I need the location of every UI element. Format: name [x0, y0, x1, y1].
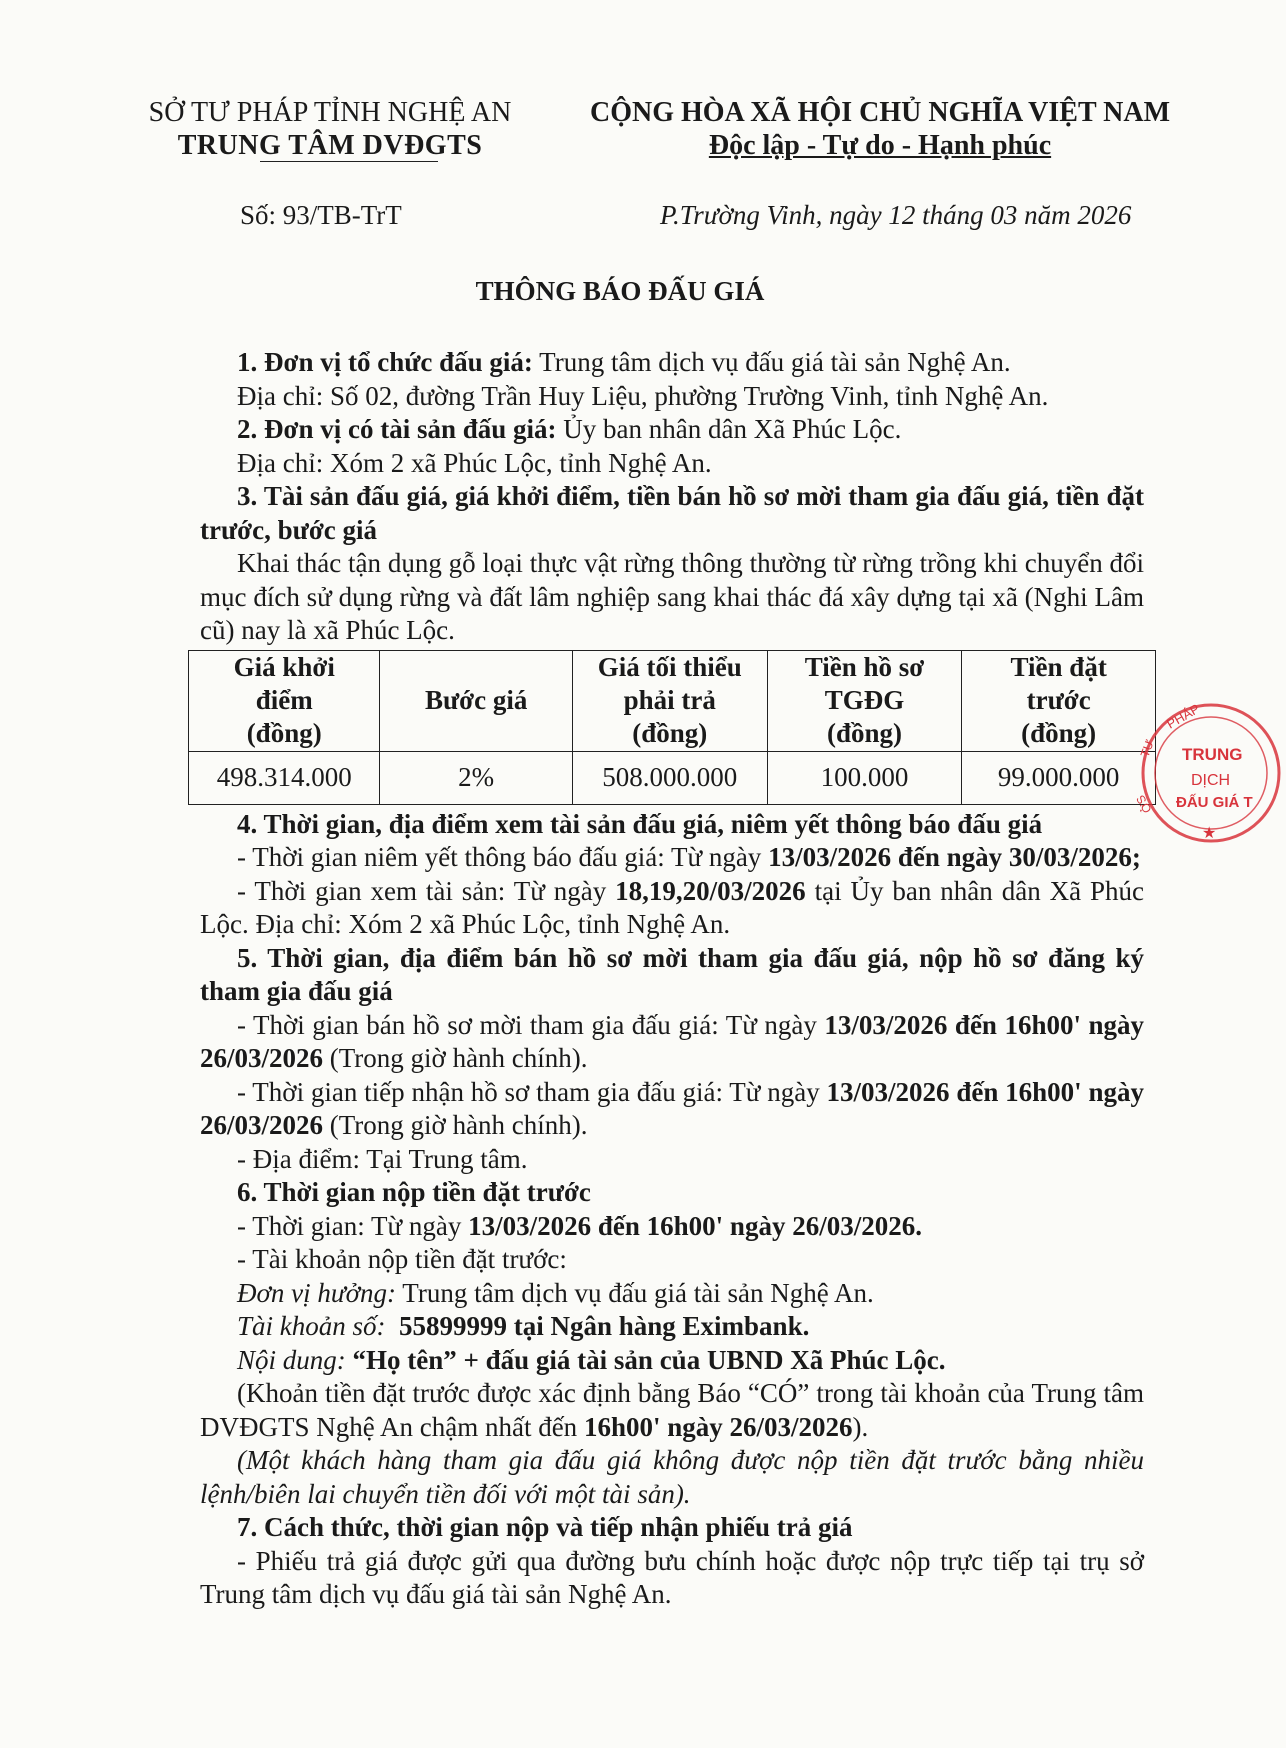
seal-line-2: DỊCH — [1191, 772, 1231, 789]
text-run: - Thời gian bán hồ sơ mời tham gia đấu giá: Từ ngày — [237, 1009, 825, 1040]
text-run: ). — [852, 1411, 869, 1442]
header-bid-step — [380, 650, 573, 751]
document-body — [200, 346, 1144, 1612]
issuer-underline — [260, 161, 438, 162]
cell-minimum-price: 508.000.000 — [572, 751, 767, 804]
header-cell-line: (đồng) — [632, 718, 708, 748]
header-cell-line: Giá tối thiểu — [597, 652, 742, 682]
table-row — [189, 751, 1156, 804]
issuer-center — [130, 129, 530, 162]
section-2-address: Địa chỉ: Xóm 2 xã Phúc Lộc, tỉnh Nghệ An. — [237, 447, 712, 478]
beneficiary-value: Trung tâm dịch vụ đấu giá tài sản Nghệ An. — [396, 1277, 874, 1308]
header-cell-line: (đồng) — [1021, 718, 1097, 748]
section-3-heading: 3. Tài sản đấu giá, giá khởi điểm, tiền bán hồ sơ mời tham gia đấu giá, tiền đặt trước, bước giá — [200, 481, 1144, 545]
header-cell-line: (đồng) — [246, 718, 322, 748]
header-cell-line: điểm — [255, 685, 313, 715]
header-cell-line: TGĐG — [824, 685, 905, 715]
text-run-bold: 13/03/2026 đến ngày 30/03/2026; — [768, 842, 1141, 872]
text-run: tại Ủy ban nhân dân Xã Phúc Lộc. Địa chỉ: Xóm 2 xã Phúc Lộc, tỉnh Nghệ An. — [200, 875, 1145, 939]
header-minimum-price — [572, 650, 767, 751]
section-4-line-1 — [200, 841, 1144, 875]
header-cell-line: (đồng) — [826, 718, 902, 748]
section-5-line-3: - Địa điểm: Tại Trung tâm. — [237, 1143, 528, 1174]
document-number: Số: 93/TB-TrT — [240, 200, 402, 230]
text-run: - Thời gian: Từ ngày — [237, 1210, 469, 1241]
seal-line-3: ĐẤU GIÁ T — [1176, 794, 1253, 811]
text-run: - Thời gian tiếp nhận hồ sơ tham gia đấu giá: Từ ngày — [237, 1076, 827, 1107]
seal-top-text: PHÁP — [1164, 700, 1203, 732]
header-cell-line: phải trả — [623, 685, 716, 715]
section-6-heading: 6. Thời gian nộp tiền đặt trước — [237, 1177, 591, 1207]
section-1-address: Địa chỉ: Số 02, đường Trần Huy Liệu, phường Trường Vinh, tỉnh Nghệ An. — [237, 380, 1049, 411]
header-dossier-fee — [767, 650, 962, 751]
issuer-center-text: TRUNG TÂM DVĐGTS — [177, 130, 483, 161]
issuer-department: SỞ TƯ PHÁP TỈNH NGHỆ AN — [148, 97, 512, 128]
text-run: (Trong giờ hành chính). — [323, 1110, 588, 1140]
national-title: CỘNG HÒA XÃ HỘI CHỦ NGHĨA VIỆT NAM — [589, 97, 1171, 128]
section-7-heading: 7. Cách thức, thời gian nộp và tiếp nhận phiếu trả giá — [237, 1512, 853, 1542]
section-5-line-2 — [200, 1076, 1144, 1143]
table-header-row — [189, 650, 1156, 751]
header-cell-line: Giá khởi — [233, 652, 335, 682]
place-date: P.Trường Vinh, ngày 12 tháng 03 năm 2026 — [660, 200, 1132, 230]
section-1-text: Trung tâm dịch vụ đấu giá tài sản Nghệ An. — [532, 347, 1011, 377]
national-motto: Độc lập - Tự do - Hạnh phúc — [708, 130, 1052, 161]
official-seal — [1133, 698, 1286, 848]
page-title: THÔNG BÁO ĐẤU GIÁ — [475, 276, 765, 306]
section-4-heading: 4. Thời gian, địa điểm xem tài sản đấu giá, niêm yết thông báo đấu giá — [237, 808, 1043, 839]
text-run-bold: 16h00' ngày 26/03/2026 — [583, 1411, 853, 1442]
content-label: Nội dung: — [237, 1344, 346, 1375]
cell-deposit: 99.000.000 — [962, 751, 1156, 804]
section-2-heading: 2. Đơn vị có tài sản đấu giá: — [237, 414, 557, 444]
section-1 — [200, 346, 1144, 380]
seal-side-text-2: ỞS — [1133, 792, 1155, 816]
section-4-line-2 — [200, 875, 1144, 942]
cell-starting-price: 498.314.000 — [189, 751, 380, 804]
text-run-bold: 13/03/2026 đến 16h00' ngày 26/03/2026 — [200, 1009, 1144, 1073]
seal-star-icon: ★ — [1202, 823, 1217, 842]
transfer-content-line — [200, 1344, 1144, 1378]
seal-side-text-1: TƯ — [1137, 737, 1157, 760]
section-5-heading: 5. Thời gian, địa điểm bán hồ sơ mời tham gia đấu giá, nộp hồ sơ đăng ký tham gia đấu giá — [200, 942, 1144, 1006]
section-2-text: Ủy ban nhân dân Xã Phúc Lộc. — [556, 414, 902, 444]
account-label: Tài khoản số: — [237, 1311, 386, 1341]
header-deposit — [962, 650, 1156, 751]
section-7-line-1: - Phiếu trả giá được gửi qua đường bưu chính hoặc được nộp trực tiếp tại trụ sở Trung tâm dịch vụ đấu giá tài sản Nghệ An. — [200, 1545, 1144, 1609]
beneficiary-line — [200, 1277, 1144, 1311]
header-cell-line: Tiền đặt — [1010, 652, 1107, 682]
seal-line-1: TRUNG — [1182, 745, 1243, 764]
text-run-bold: 13/03/2026 đến 16h00' ngày 26/03/2026. — [468, 1210, 922, 1241]
auction-table — [188, 650, 1156, 805]
account-value: 55899999 tại Ngân hàng Eximbank. — [385, 1311, 810, 1341]
text-run-bold: 13/03/2026 đến 16h00' ngày 26/03/2026 — [200, 1076, 1144, 1140]
section-5-line-1 — [200, 1009, 1144, 1076]
text-run: - Thời gian xem tài sản: Từ ngày — [237, 875, 616, 906]
national-header — [570, 96, 1190, 162]
header-cell-line: Bước giá — [424, 685, 528, 715]
issuer-header — [130, 96, 530, 162]
text-run-bold: 18,19,20/03/2026 — [615, 875, 806, 906]
cell-dossier-fee: 100.000 — [767, 751, 962, 804]
content-value: “Họ tên” + đấu giá tài sản của UBND Xã Phúc Lộc. — [345, 1344, 946, 1375]
header-cell-line: Tiền hồ sơ — [804, 652, 925, 682]
text-run: (Trong giờ hành chính). — [323, 1043, 588, 1073]
section-3-text: Khai thác tận dụng gỗ loại thực vật rừng thông thường từ rừng trồng khi chuyển đổi mục đích sử dụng rừng và đất lâm nghiệp sang khai thác đá xây dựng tại xã (Nghi Lâm cũ) nay là xã Phúc Lộc. — [200, 548, 1144, 645]
cell-bid-step: 2% — [380, 751, 573, 804]
text-run: - Thời gian niêm yết thông báo đấu giá: Từ ngày — [237, 842, 769, 872]
beneficiary-label: Đơn vị hưởng: — [237, 1277, 397, 1308]
account-line — [200, 1310, 1144, 1344]
text-run: (Khoản tiền đặt trước được xác định bằng Báo “CÓ” trong tài khoản của Trung tâm DVĐGTS Nghệ An chậm nhất đến — [200, 1378, 1144, 1442]
section-6-line-2: - Tài khoản nộp tiền đặt trước: — [237, 1244, 567, 1274]
deposit-note — [200, 1377, 1144, 1444]
deposit-note-italic: (Một khách hàng tham gia đấu giá không được nộp tiền đặt trước bằng nhiều lệnh/biên lai chuyển tiền đối với một tài sản). — [200, 1445, 1144, 1509]
section-6-line-1 — [200, 1210, 1144, 1244]
header-cell-line: trước — [1026, 685, 1091, 715]
section-2 — [200, 413, 1144, 447]
header-starting-price — [189, 650, 380, 751]
section-1-heading: 1. Đơn vị tổ chức đấu giá: — [237, 347, 533, 377]
